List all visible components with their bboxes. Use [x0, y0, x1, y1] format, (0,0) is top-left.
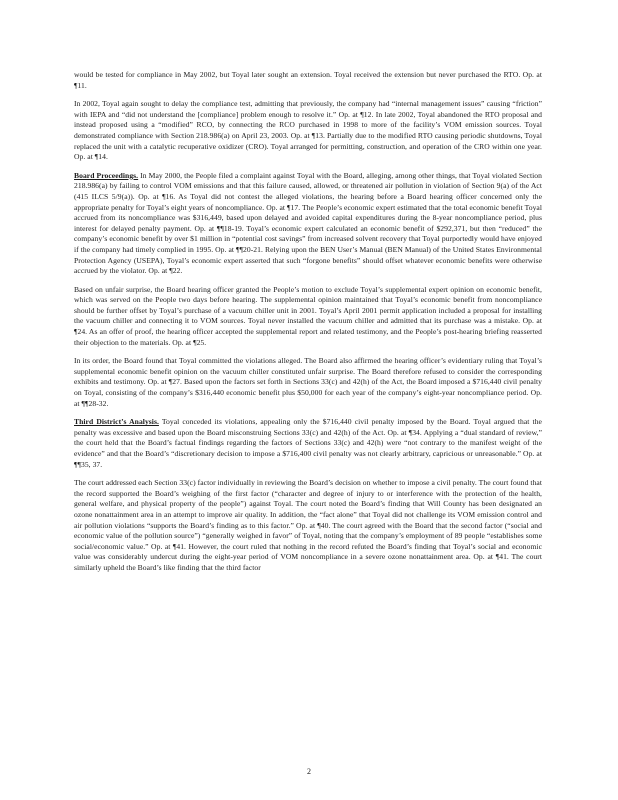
paragraph-7-text: The court addressed each Section 33(c) factor individually in reviewing the Board’s decision on whether to impose a civil penalty. The court found that the record supported the Board’s weighing of the first factor (“character and degree of injury to or interference with the protection of the health, general welfare, and physical property of the people”) against Toyal. The court noted the Board’s finding that Will County has been designated an ozone nonattainment area in an attempt to improve air quality. In addition, the “fact alone” that Toyal did not challenge its VOM emission control and air pollution violations “supports the Board’s finding as to this factor.” Op. at ¶40. The court agreed with the Board that the second factor (“social and economic value of the pollution source”) “generally weighed in favor” of Toyal, noting that the company’s employment of 89 people “establishes some social/economic value.” Op. at ¶41. However, the court ruled that nothing in the record refuted the Board’s finding that Toyal’s social and economic value was considerably undercut during the eight-year period of VOM noncompliance in a severe ozone nonattainment area. Op. at ¶41. The court similarly upheld the Board’s like finding that the third factor [74, 478, 542, 572]
paragraph-4-text: Based on unfair surprise, the Board hearing officer granted the People’s motion to exclude Toyal’s supplemental expert opinion on economic benefit, which was served on the People two days before hearing. The supplemental opinion maintained that Toyal’s economic benefit from noncompliance should be further offset by Toyal’s purchase of a vacuum chiller unit in 2001. Toyal’s April 2001 permit application included a proposal for installing the vacuum chiller and connecting it to VOM sources. Toyal never installed the vacuum chiller and admitted that its purchase was a mistake. Op. at ¶24. As an offer of proof, the hearing officer accepted the supplemental report and related testimony, and the People’s post-hearing briefing reasserted their objection to the materials. Op. at ¶25. [74, 284, 542, 347]
paragraph-2-text: In 2002, Toyal again sought to delay the compliance test, admitting that previously, the company had “internal management issues” causing “friction” with IEPA and “did not understand the [compliance] problem enough to resolve it.” Op. at ¶12. In late 2002, Toyal abandoned the RTO proposal and instead proposed using a “modified” RCO, by connecting the RCO purchased in 1998 to more of the facility’s VOM emission sources. Toyal demonstrated compliance with Section 218.986(a) on April 23, 2003. Op. at ¶13. Partially due to the modified RTO causing periodic shutdowns, Toyal replaced the unit with a catalytic recuperative oxidizer (CRO). Toyal arranged for permitting, construction, and operation of the CRO within one year. Op. at ¶14. [74, 99, 542, 162]
paragraph-2 [74, 99, 542, 163]
paragraph-5-text: In its order, the Board found that Toyal committed the violations alleged. The Board also affirmed the hearing officer’s evidentiary ruling that Toyal’s supplemental economic benefit opinion on the vacuum chiller constituted unfair surprise. The Board therefore refused to consider the corresponding exhibits and testimony. Op. at ¶27. Based upon the factors set forth in Sections 33(c) and 42(h) of the Act, the Board imposed a $716,440 civil penalty on Toyal, consisting of the company’s $316,440 economic benefit plus $50,000 for each year of the company’s eight-year noncompliance period. Op. at ¶¶28-32. [74, 356, 542, 408]
paragraph-7 [74, 478, 542, 573]
paragraph-6 [74, 417, 542, 470]
third-district-analysis-heading: Third District’s Analysis. [74, 417, 159, 427]
paragraph-1-text: would be tested for compliance in May 2002, but Toyal later sought an extension. Toyal received the extension but never purchased the RTO. Op. at ¶11. [74, 70, 542, 90]
page-number: 2 [307, 767, 311, 776]
paragraph-3-text: In May 2000, the People filed a complaint against Toyal with the Board, alleging, among other things, that Toyal violated Section 218.986(a) by failing to control VOM emissions and that this failure caused, allowed, or threatened air pollution in violation of Section 9(a) of the Act (415 ILCS 5/9(a)). Op. at ¶16. As Toyal did not contest the alleged violations, the hearing before a Board hearing officer concerned only the appropriate penalty for Toyal’s eight years of noncompliance. Op. at ¶17. The People’s economic expert estimated that the total economic benefit Toyal accrued from its noncompliance was $316,449, based upon delayed and avoided capital expenditures during the 8-year noncompliance period, plus interest for delayed penalty payment. Op. at ¶¶18-19. Toyal’s economic expert calculated an economic benefit of $292,371, but then “reduced” the company’s economic benefit by over $1 million in “potential cost savings” from increased solvent recovery that Toyal purportedly would have enjoyed if the company had timely complied in 1995. Op. at ¶¶20-21. Relying upon the BEN User’s Manual (BEN Manual) of the United States Environmental Protection Agency (USEPA), Toyal’s economic expert asserted that such “forgone benefits” should offset whatever economic benefits were otherwise accrued by the violator. Op. at ¶22. [74, 170, 542, 276]
paragraph-3 [74, 171, 542, 277]
board-proceedings-heading: Board Proceedings. [74, 170, 139, 180]
paragraph-4 [74, 285, 542, 349]
paragraph-1 [74, 70, 542, 91]
paragraph-5 [74, 356, 542, 409]
paragraph-6-text: Toyal conceded its violations, appealing only the $716,440 civil penalty imposed by the Board. Toyal argued that the penalty was excessive and based upon the Board misconstruing Sections 33(c) and 42(h) of the Act. Op. at ¶34. Applying a “dual standard of review,” the court held that the Board’s factual findings regarding the factors of Sections 33(c) and 42(h) were “not contrary to the manifest weight of the evidence” and that the Board’s “discretionary decision to impose a $716,400 civil penalty was not clearly arbitrary, capricious or unreasonable.” Op. at ¶¶35, 37. [74, 417, 542, 469]
